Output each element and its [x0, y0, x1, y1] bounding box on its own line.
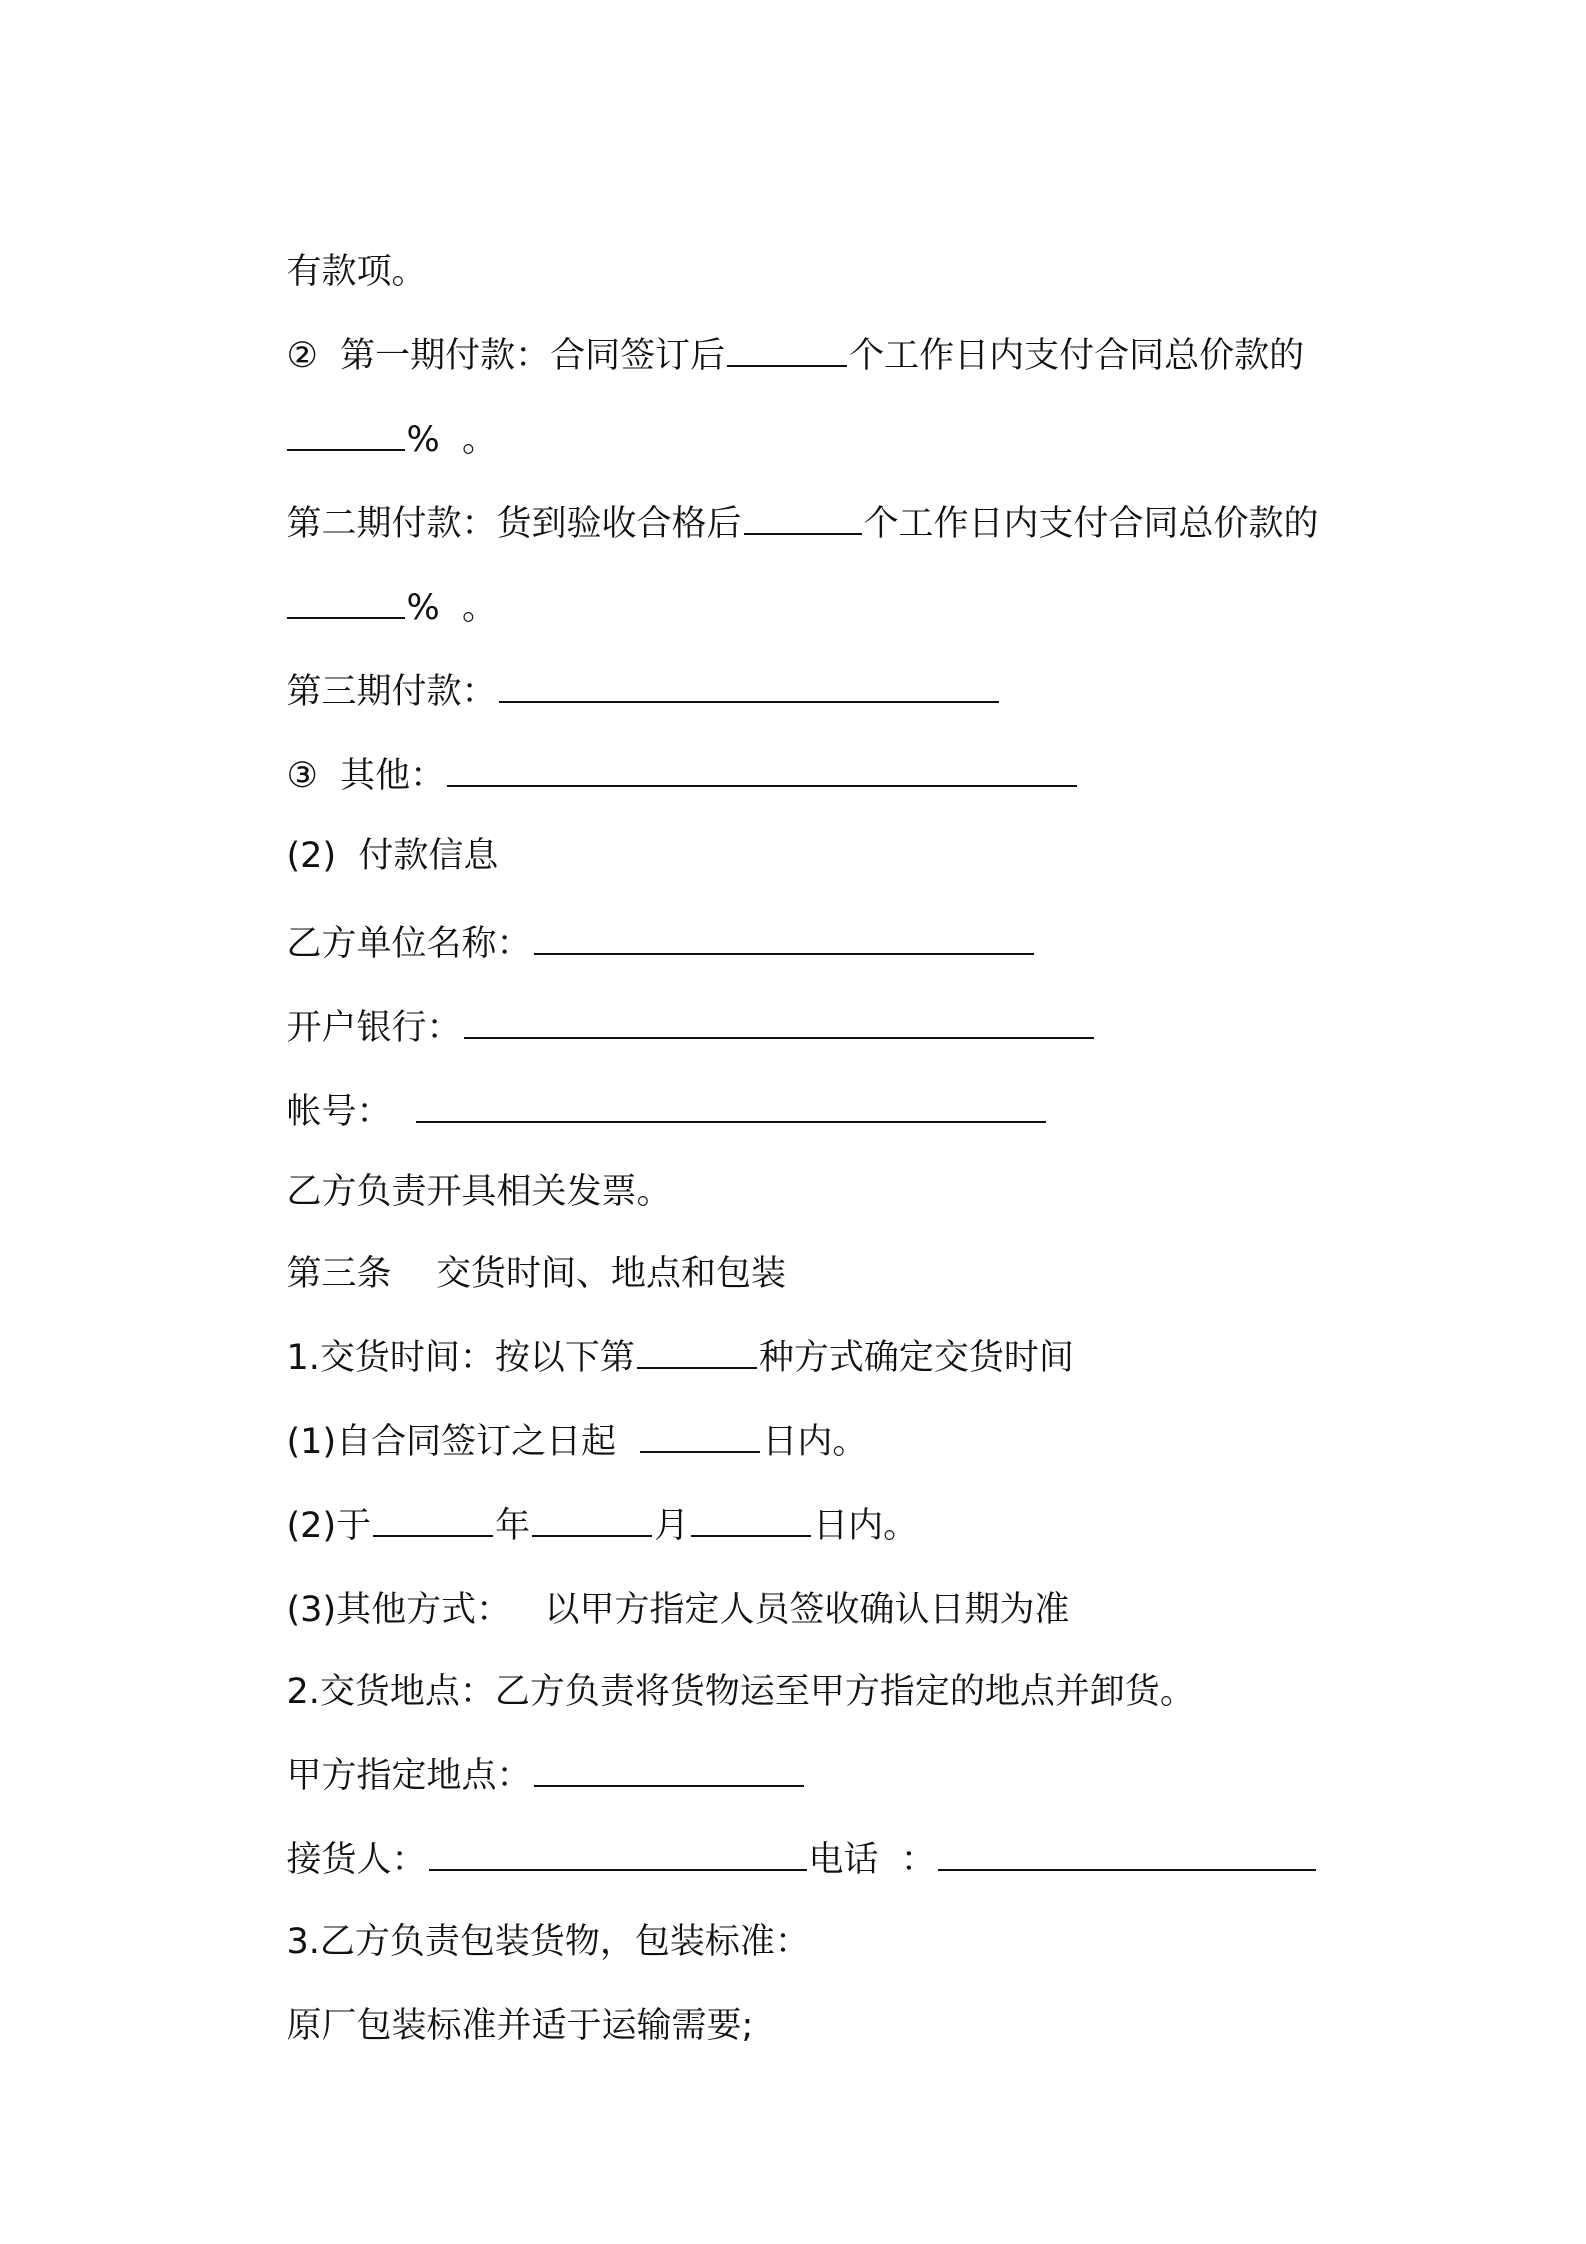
text-line-balance: 有款项。: [286, 252, 427, 292]
payment-info-heading: (2) 付款信息: [286, 836, 499, 876]
second-payment-percent-blank[interactable]: [287, 587, 405, 619]
delivery-location-line: 2.交货地点：乙方负责将货物运至甲方指定的地点并卸货。: [286, 1672, 1195, 1712]
second-payment-line: 第二期付款：货到验收合格后 个工作日内支付合同总价款的: [286, 504, 1319, 544]
packaging-line: 3.乙方负责包装货物，包装标准：: [286, 1922, 810, 1962]
receiver-line: 接货人： 电话 ：: [242, 1794, 1318, 1926]
first-payment-line: ② 第一期付款：合同签订后 个工作日内支付合同总价款的: [286, 336, 1305, 376]
delivery-time-line: 1.交货时间：按以下第 种方式确定交货时间: [286, 1338, 1074, 1378]
designated-location-line: 甲方指定地点：: [242, 1710, 806, 1842]
delivery-month-blank[interactable]: [532, 1505, 652, 1537]
party-b-name-blank[interactable]: [534, 923, 1034, 955]
delivery-year-blank[interactable]: [373, 1505, 493, 1537]
phone-blank[interactable]: [938, 1839, 1316, 1871]
party-b-name-line: 乙方单位名称：: [242, 878, 1036, 1010]
packaging-standard-line: 原厂包装标准并适于运输需要;: [286, 2006, 754, 2046]
second-payment-days-blank[interactable]: [744, 503, 862, 535]
other-payment-line: ③ 其他：: [242, 710, 1079, 842]
first-payment-days-blank[interactable]: [727, 335, 847, 367]
delivery-option-2-line: (2)于 年 月 日内。: [286, 1506, 919, 1546]
other-payment-blank[interactable]: [447, 755, 1077, 787]
delivery-days-blank[interactable]: [640, 1421, 760, 1453]
first-payment-percent-line: % 。: [242, 374, 497, 506]
delivery-day-blank[interactable]: [691, 1505, 811, 1537]
bank-line: 开户银行：: [242, 962, 1096, 1094]
third-payment-line: 第三期付款：: [242, 626, 1001, 758]
receiver-blank[interactable]: [429, 1839, 807, 1871]
third-payment-blank[interactable]: [499, 671, 999, 703]
first-payment-percent-blank[interactable]: [287, 419, 405, 451]
delivery-option-1-line: (1)自合同签订之日起 日内。: [286, 1422, 868, 1462]
account-line: 帐号：: [242, 1046, 1048, 1178]
invoice-line: 乙方负责开具相关发票。: [286, 1172, 672, 1212]
bank-blank[interactable]: [464, 1007, 1094, 1039]
second-payment-percent-line: % 。: [242, 542, 497, 674]
delivery-method-blank[interactable]: [637, 1337, 757, 1369]
account-blank[interactable]: [416, 1091, 1046, 1123]
designated-location-blank[interactable]: [534, 1755, 804, 1787]
article-three-heading: 第三条 交货时间、地点和包装: [286, 1254, 787, 1294]
delivery-option-3-line: (3)其他方式： 以甲方指定人员签收确认日期为准: [286, 1590, 1070, 1630]
